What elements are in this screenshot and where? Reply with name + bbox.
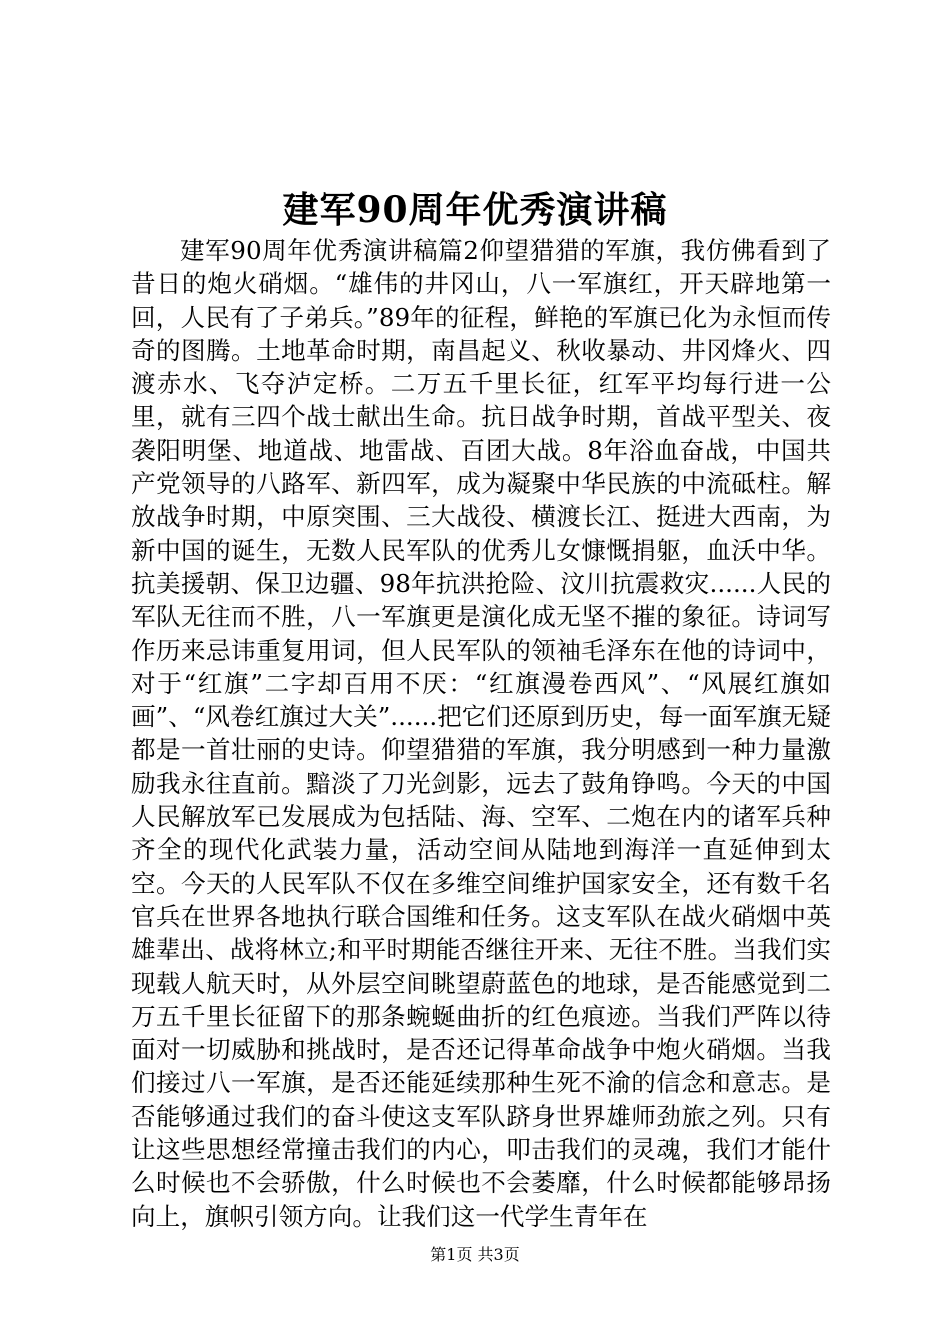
- page-title: 建军90周年优秀演讲稿: [282, 189, 668, 231]
- body-paragraph: 建军90周年优秀演讲稿篇2仰望猎猎的军旗，我仿佛看到了昔日的炮火硝烟。“雄伟的井冈山，八一军旗红，开天辟地第一回，人民有了子弟兵。”89年的征程，鲜艳的军旗已化为永恒而传奇的图腾。土地革命时期，南昌起义、秋收暴动、井冈烽火、四渡赤水、飞夺泸定桥。二万五千里长征，红军平均每行进一公里，就有三四个战士献出生命。抗日战争时期，首战平型关、夜袭阳明堡、地道战、地雷战、百团大战。8年浴血奋战，中国共产党领导的八路军、新四军，成为凝聚中华民族的中流砥柱。解放战争时期，中原突围、三大战役、横渡长江、挺进大西南，为新中国的诞生，无数人民军队的优秀儿女慷慨捐躯，血沃中华。抗美援朝、保卫边疆、98年抗洪抢险、汶川抗震救灾......人民的军队无往而不胜，八一军旗更是演化成无坚不摧的象征。诗词写作历来忌讳重复用词，但人民军队的领袖毛泽东在他的诗词中，对于“红旗”二字却百用不厌：“红旗漫卷西风”、“风展红旗如画”、“风卷红旗过大关”......把它们还原到历史，每一面军旗无疑都是一首壮丽的史诗。仰望猎猎的军旗，我分明感到一种力量激励我永往直前。黯淡了刀光剑影，远去了鼓角铮鸣。今天的中国人民解放军已发展成为包括陆、海、空军、二炮在内的诸军兵种齐全的现代化武装力量，活动空间从陆地到海洋一直延伸到太空。今天的人民军队不仅在多维空间维护国家安全，还有数千名官兵在世界各地执行联合国维和任务。这支军队在战火硝烟中英雄辈出、战将林立;和平时期能否继往开来、无往不胜。当我们实现载人航天时，从外层空间眺望蔚蓝色的地球，是否能感觉到二万五千里长征留下的那条蜿蜒曲折的红色痕迹。当我们严阵以待面对一切威胁和挑战时，是否还记得革命战争中炮火硝烟。当我们接过八一军旗，是否还能延续那种生死不渝的信念和意志。是否能够通过我们的奋斗使这支军队跻身世界雄师劲旅之列。只有让这些思想经常撞击我们的内心，叩击我们的灵魂，我们才能什么时候也不会骄傲，什么时候也不会萎靡，什么时候都能够昂扬向上，旗帜引领方向。让我们这一代学生青年在: [131, 236, 831, 1231]
- page-number-footer: 第1页 共3页: [430, 1245, 520, 1264]
